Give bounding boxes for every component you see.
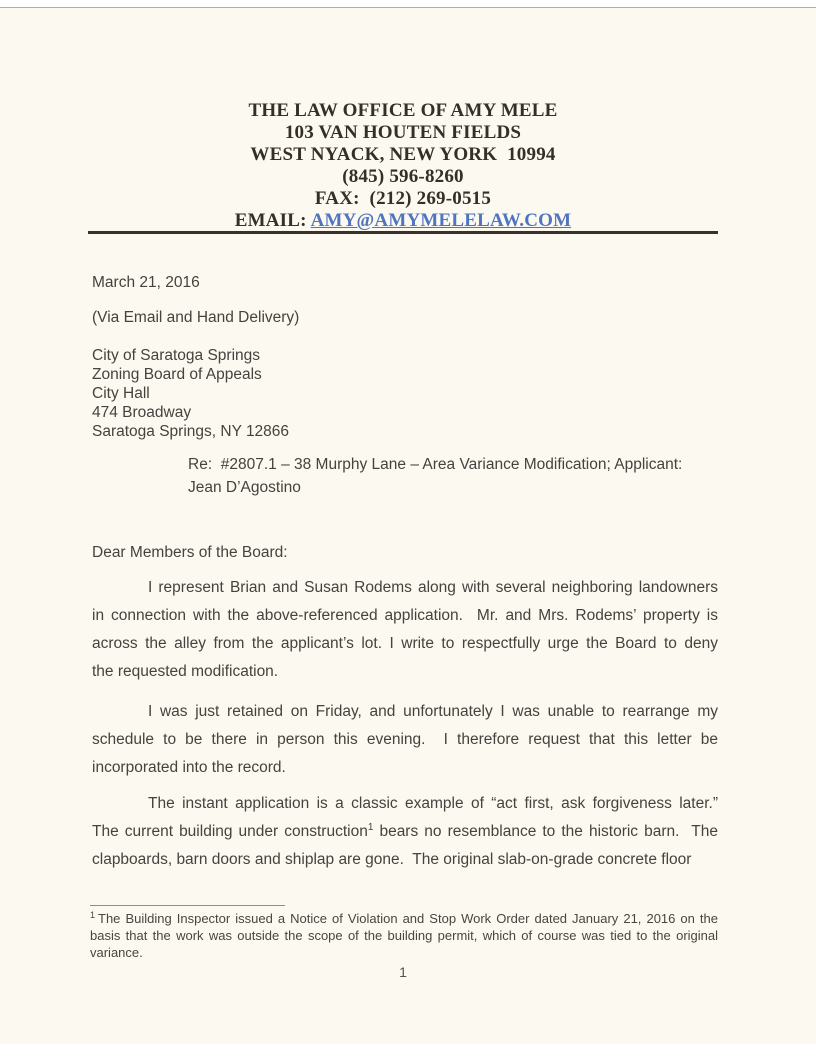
body-paragraph-1 bbox=[92, 574, 718, 686]
letterhead-rule bbox=[88, 231, 718, 234]
letter-date: March 21, 2016 bbox=[92, 274, 200, 291]
paragraph-text: bears no resemblance to the historic barn. The bbox=[373, 823, 718, 840]
letterhead bbox=[88, 100, 718, 232]
paragraph-text: The current building under construction bbox=[92, 823, 368, 840]
paragraph-line: incorporated into the record. bbox=[92, 759, 286, 776]
footnote-line: basis that the work was outside the scope of the building permit, which of course was tied to the original bbox=[90, 928, 718, 943]
page-number: 1 bbox=[399, 964, 407, 980]
recipient-line: 474 Broadway bbox=[92, 404, 192, 421]
paragraph-line: in connection with the above-referenced application. Mr. and Mrs. Rodems’ property is bbox=[92, 607, 718, 624]
paragraph-line: clapboards, barn doors and shiplap are gone. The original slab-on-grade concrete floor bbox=[92, 851, 692, 868]
body-paragraph-2 bbox=[92, 698, 718, 782]
footnote-text: The Building Inspector issued a Notice of Violation and Stop Work Order dated January 21, 2016 on the bbox=[98, 911, 718, 926]
salutation: Dear Members of the Board: bbox=[92, 544, 288, 561]
subject-line-2: Jean D’Agostino bbox=[188, 479, 301, 496]
footnote-reference-sup: 1 bbox=[367, 822, 374, 833]
body-paragraph-3 bbox=[92, 790, 718, 874]
footnote-marker-sup: 1 bbox=[90, 910, 96, 920]
footnote-separator bbox=[90, 905, 285, 906]
letterhead-city-line: WEST NYACK, NEW YORK 10994 bbox=[250, 144, 556, 165]
paragraph-line: I represent Brian and Susan Rodems along with several neighboring landowners bbox=[148, 579, 718, 596]
footnote-line: variance. bbox=[90, 945, 143, 960]
subject-block bbox=[188, 453, 728, 499]
letterhead-phone-line: (845) 596-8260 bbox=[342, 166, 464, 187]
scan-edge-line bbox=[0, 7, 816, 8]
delivery-method: (Via Email and Hand Delivery) bbox=[92, 309, 300, 326]
letterhead-street-line: 103 VAN HOUTEN FIELDS bbox=[284, 122, 522, 143]
paragraph-line: across the alley from the applicant’s lot. I write to respectfully urge the Board to deny bbox=[92, 635, 718, 652]
recipient-line: Saratoga Springs, NY 12866 bbox=[92, 423, 290, 440]
footnote-line bbox=[90, 910, 718, 927]
recipient-line: City of Saratoga Springs bbox=[92, 347, 261, 364]
paragraph-line: schedule to be there in person this evening. I therefore request that this letter be bbox=[92, 731, 718, 748]
paragraph-line: the requested modification. bbox=[92, 663, 279, 680]
email-link[interactable]: AMY@AMYMELELAW.COM bbox=[310, 210, 572, 231]
recipient-line: Zoning Board of Appeals bbox=[92, 366, 262, 383]
email-label: EMAIL: bbox=[234, 210, 311, 231]
paragraph-line bbox=[92, 818, 718, 846]
firm-name: THE LAW OFFICE OF AMY MELE bbox=[248, 100, 558, 121]
recipient-line: City Hall bbox=[92, 385, 150, 402]
paragraph-line: I was just retained on Friday, and unfortunately I was unable to rearrange my bbox=[148, 703, 718, 720]
letterhead-fax-line: FAX: (212) 269-0515 bbox=[314, 188, 492, 209]
letterhead-email-line bbox=[88, 210, 718, 232]
recipient-address bbox=[92, 346, 289, 441]
subject-line-1: Re: #2807.1 – 38 Murphy Lane – Area Variance Modification; Applicant: bbox=[188, 456, 683, 473]
paragraph-line: The instant application is a classic example of “act first, ask forgiveness later.” bbox=[148, 795, 718, 812]
footnote bbox=[90, 910, 718, 961]
